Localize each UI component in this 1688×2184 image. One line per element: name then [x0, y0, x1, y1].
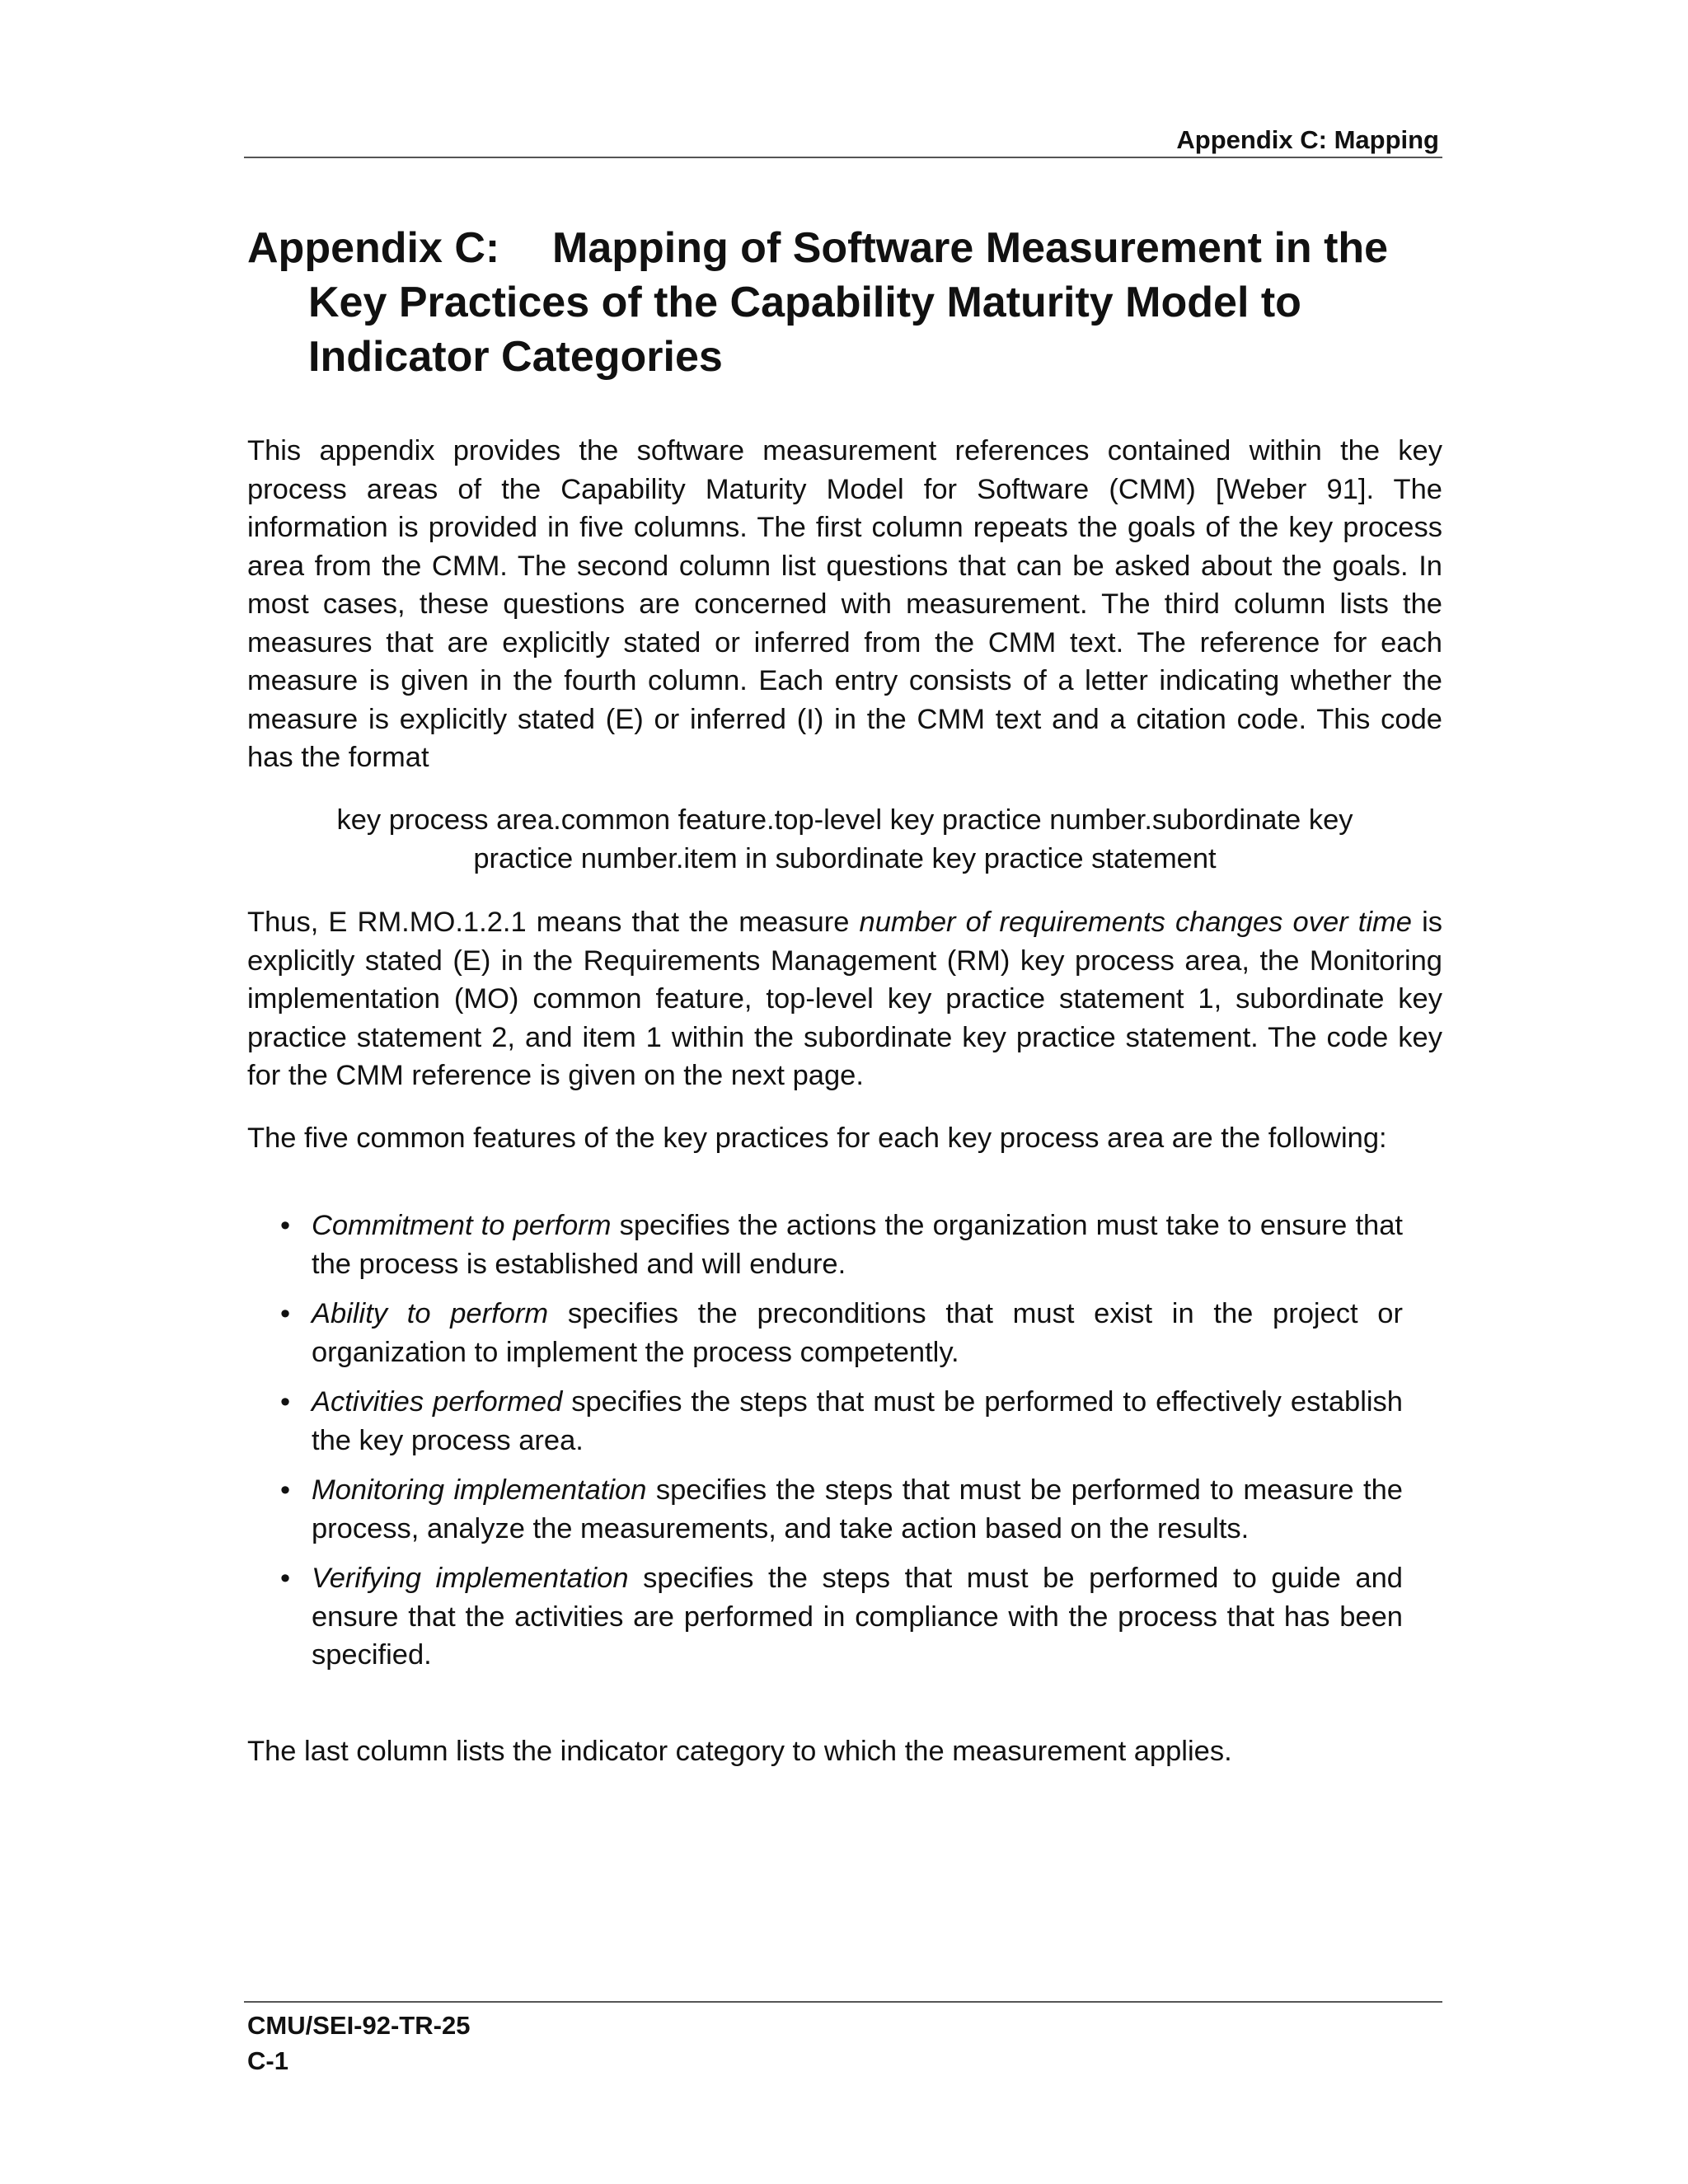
list-item-term: Ability to perform: [312, 1298, 549, 1329]
list-item-text: specifies the steps that must be performed to effectively establish the key process area.: [312, 1386, 1403, 1456]
closing-paragraph: The last column lists the indicator category to which the measurement applies.: [247, 1736, 1232, 1767]
list-item-term: Monitoring implementation: [312, 1474, 647, 1506]
list-item-text: specifies the steps that must be performed to guide and ensure that the activities are performed in compliance with the process that has been specified.: [312, 1563, 1403, 1671]
list-item: [280, 1207, 1403, 1283]
title-line-2: Key Practices of the Capability Maturity Model to: [308, 279, 1301, 326]
example-paragraph: [247, 903, 1442, 1095]
bullet-icon: •: [280, 1298, 291, 1329]
footer-divider: [244, 2001, 1442, 2003]
list-item: [280, 1295, 1403, 1371]
example-paragraph-start: Thus, E RM.MO.1.2.1 means that the measure: [247, 907, 860, 938]
list-item: [280, 1559, 1403, 1675]
citation-format-line-2: practice number.item in subordinate key practice statement: [473, 842, 1217, 874]
header-divider: [244, 157, 1442, 158]
list-item-term: Commitment to perform: [312, 1210, 612, 1241]
example-paragraph-end: is explicitly stated (E) in the Requirements Management (RM) key process area, the Monitoring implementation (MO) common feature, top-level key practice statement 1, subordinate key practice statement 2, and item 1 within the subordinate key practice statement. The code key for the CMM reference is given on the next page.: [247, 907, 1443, 1091]
list-item: [280, 1471, 1403, 1548]
title-label: Appendix C:: [247, 224, 500, 272]
example-measure-italic: number of requirements changes over time: [859, 907, 1412, 938]
title-line-1-text: Mapping of Software Measurement in the: [552, 224, 1389, 272]
list-item-text: specifies the steps that must be performed to measure the process, analyze the measurements, and take action based on the results.: [312, 1474, 1403, 1544]
common-features-list: [280, 1207, 1403, 1686]
title-line-3: Indicator Categories: [308, 333, 723, 381]
bullet-icon: •: [280, 1474, 291, 1506]
list-item-text: specifies the actions the organization must take to ensure that the process is established and will endure.: [312, 1210, 1403, 1280]
bullet-icon: •: [280, 1386, 291, 1418]
title-line-1: [247, 221, 1451, 275]
citation-format-line-1: key process area.common feature.top-level key practice number.subordinate key: [336, 804, 1353, 836]
citation-format: [247, 801, 1442, 878]
list-item: [280, 1383, 1403, 1460]
footer-page-number: C-1: [247, 2046, 288, 2075]
list-item-text: specifies the preconditions that must exist in the project or organization to implement the process competently.: [312, 1298, 1403, 1368]
running-header: Appendix C: Mapping: [1176, 125, 1439, 154]
bullet-icon: •: [280, 1563, 291, 1594]
features-intro-paragraph: The five common features of the key practices for each key process area are the following:: [247, 1122, 1387, 1154]
list-item-term: Verifying implementation: [312, 1563, 629, 1594]
intro-paragraph: This appendix provides the software measurement references contained within the key process areas of the Capability Maturity Model for Software (CMM) [Weber 91]. The information is provided in five columns. The first column repeats the goals of the key process area from the CMM. The second column list questions that can be asked about the goals. In most cases, these questions are concerned with measurement. The third column lists the measures that are explicitly stated or inferred from the CMM text. The reference for each measure is given in the fourth column. Each entry consists of a letter indicating whether the measure is explicitly stated (E) or inferred (I) in the CMM text and a citation code. This code has the format: [247, 435, 1442, 773]
footer-document-id: CMU/SEI-92-TR-25: [247, 2011, 471, 2040]
page-title: [247, 221, 1451, 384]
bullet-icon: •: [280, 1210, 291, 1241]
list-item-term: Activities performed: [312, 1386, 563, 1418]
